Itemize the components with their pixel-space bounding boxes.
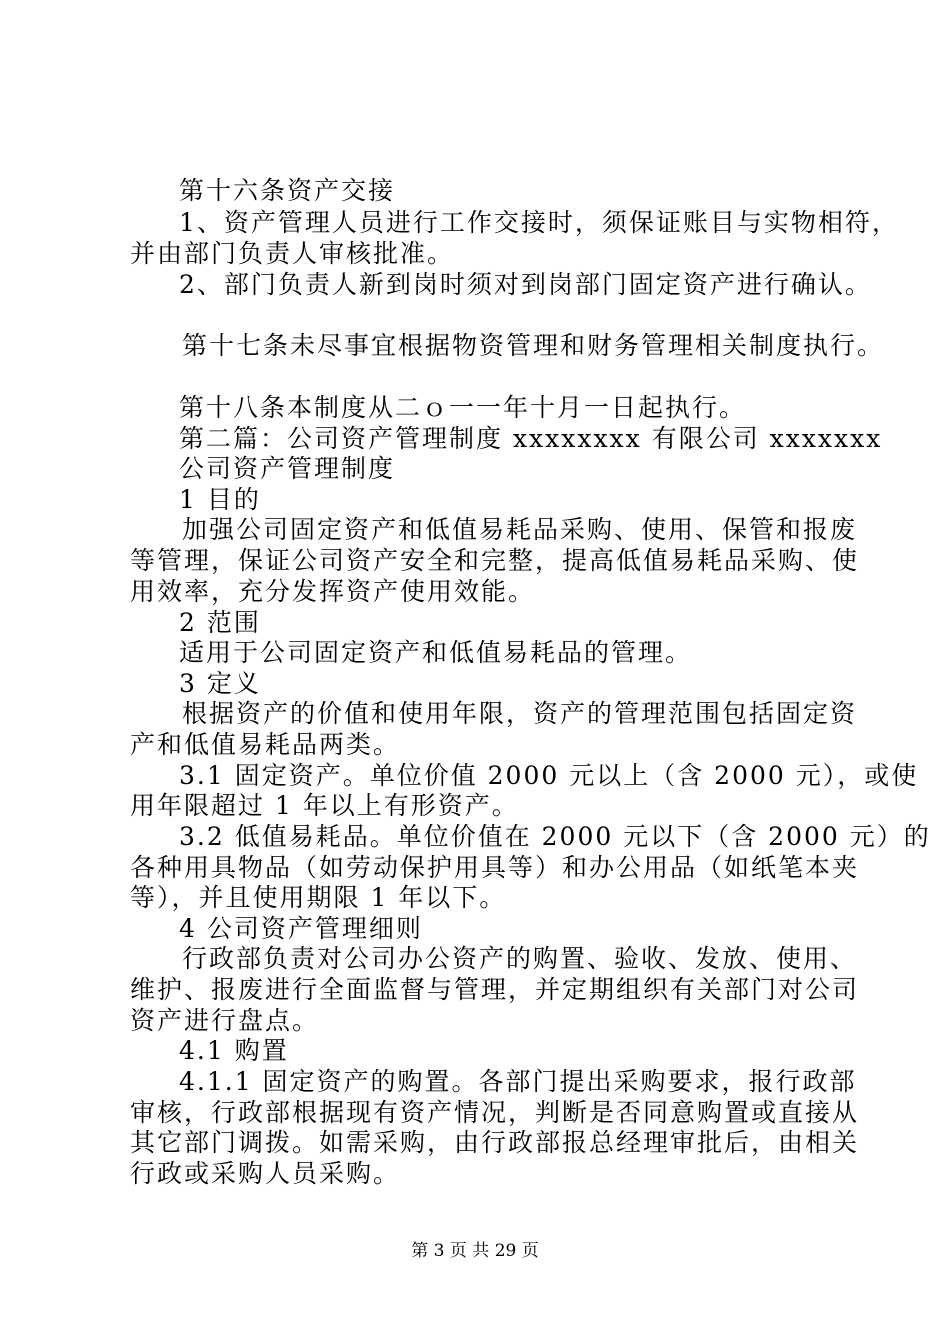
paragraph-line: 3.1 固定资产。单位价值 2000 元以上（含 2000 元），或使 [179, 761, 919, 790]
paragraph-line: 资产进行盘点。 [130, 1006, 320, 1035]
paragraph-line: 其它部门调拨。如需采购，由行政部报总经理审批后，由相关 [130, 1128, 860, 1157]
paragraph-line: 各种用具物品（如劳动保护用具等）和办公用品（如纸笔本夹 [130, 853, 860, 882]
article-18-line: 第十八条本制度从二ｏ一一年十月一日起执行。 [179, 393, 747, 422]
paragraph-line: 行政部负责对公司办公资产的购置、验收、发放、使用、 [182, 944, 858, 973]
paragraph-line: 维护、报废进行全面监督与管理，并定期组织有关部门对公司 [130, 975, 860, 1004]
paragraph-line: 2、部门负责人新到岗时须对到岗部门固定资产进行确认。 [179, 270, 872, 299]
paragraph-line: 加强公司固定资产和低值易耗品采购、使用、保管和报废 [182, 515, 858, 544]
heading-rules: 4 公司资产管理细则 [179, 914, 423, 943]
heading-purchase: 4.1 购置 [179, 1036, 289, 1065]
article-16-heading: 第十六条资产交接 [179, 176, 396, 205]
paragraph-line: 根据资产的价值和使用年限，资产的管理范围包括固定资 [182, 699, 858, 728]
heading-purpose: 1 目的 [179, 485, 261, 514]
paragraph-line: 行政或采购人员采购。 [130, 1159, 401, 1188]
article-17-line: 第十七条未尽事宜根据物资管理和财务管理相关制度执行。 [182, 331, 885, 360]
paragraph-line: 用年限超过 1 年以上有形资产。 [130, 791, 519, 820]
paragraph-line: 1、资产管理人员进行工作交接时，须保证账目与实物相符， [179, 208, 899, 237]
paragraph-line: 适用于公司固定资产和低值易耗品的管理。 [179, 638, 693, 667]
paragraph-line: 用效率，充分发挥资产使用效能。 [130, 577, 536, 606]
paragraph-line: 等管理，保证公司资产安全和完整，提高低值易耗品采购、使 [130, 546, 860, 575]
heading-definition: 3 定义 [179, 669, 261, 698]
paragraph-line: 等），并且使用期限 1 年以下。 [130, 883, 507, 912]
paragraph-line: 并由部门负责人审核批准。 [130, 239, 455, 268]
heading-scope: 2 范围 [179, 608, 261, 637]
paragraph-line: 审核，行政部根据现有资产情况，判断是否同意购置或直接从 [130, 1098, 860, 1127]
paragraph-line: 4.1.1 固定资产的购置。各部门提出采购要求，报行政部 [179, 1067, 857, 1096]
page-number-footer: 第 3 页 共 29 页 [411, 1241, 539, 1261]
section-two-title: 第二篇：公司资产管理制度 xxxxxxxx 有限公司 xxxxxxx [179, 424, 883, 453]
document-title: 公司资产管理制度 [179, 454, 396, 483]
paragraph-line: 3.2 低值易耗品。单位价值在 2000 元以下（含 2000 元）的 [179, 822, 931, 851]
paragraph-line: 产和低值易耗品两类。 [130, 730, 401, 759]
